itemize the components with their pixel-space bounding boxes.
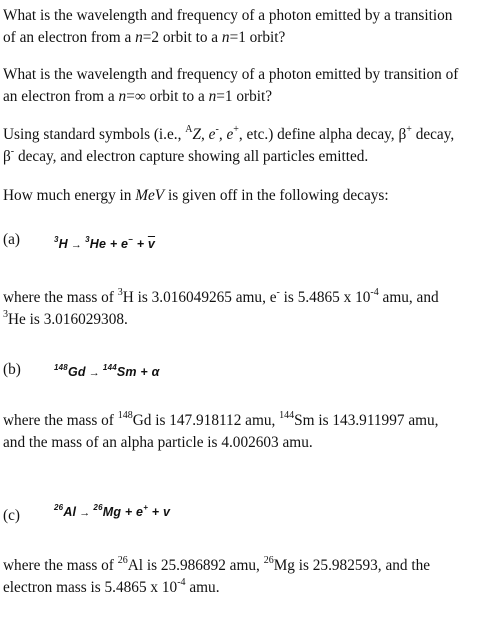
- question-3: Using standard symbols (i.e., $^A$Z, e-, e+, etc.) define alpha decay, β+ decay, β- decay, and electron capture showing all particles emitted.: [3, 123, 455, 165]
- part-c-label: (c): [3, 507, 20, 524]
- question-1: What is the wavelength and frequency of a photon emitted by a transition of an electron from a n=2 orbit to a n=1 orbit?: [3, 7, 453, 46]
- part-b-equation: $^{148}$Gd → $^{144}$Sm + α: [54, 362, 160, 379]
- part-a-description: where the mass of $^3$H is 3.016049265 amu, e- is 5.4865 x $10^{-4}$ amu, and $^3$He is 3.016029308.: [3, 286, 439, 328]
- part-c-equation: $^{26}$Al → $^{26}$Mg + e+ + v: [54, 502, 171, 519]
- part-c-description: where the mass of $^{26}$Al is 25.986892 amu, $^{26}$Mg is 25.982593, and the electron mass is 5.4865 x $10^{-4}$ amu.: [3, 554, 431, 596]
- part-b-description: where the mass of $^{148}$Gd is 147.918112 amu, $^{144}$Sm is 143.911997 amu, and the mass of an alpha particle is 4.002603 amu.: [3, 409, 439, 451]
- part-a-label: (a): [3, 231, 20, 248]
- question-2: What is the wavelength and frequency of a photon emitted by transition of an electron from a n=∞ orbit to a n=1 orbit?: [3, 66, 459, 105]
- question-4: How much energy in MeV is given off in the following decays:: [3, 187, 389, 204]
- part-b-label: (b): [3, 361, 21, 378]
- part-a-equation: $^3H \to ^3He + e^- + \overline{v}$: [54, 234, 156, 251]
